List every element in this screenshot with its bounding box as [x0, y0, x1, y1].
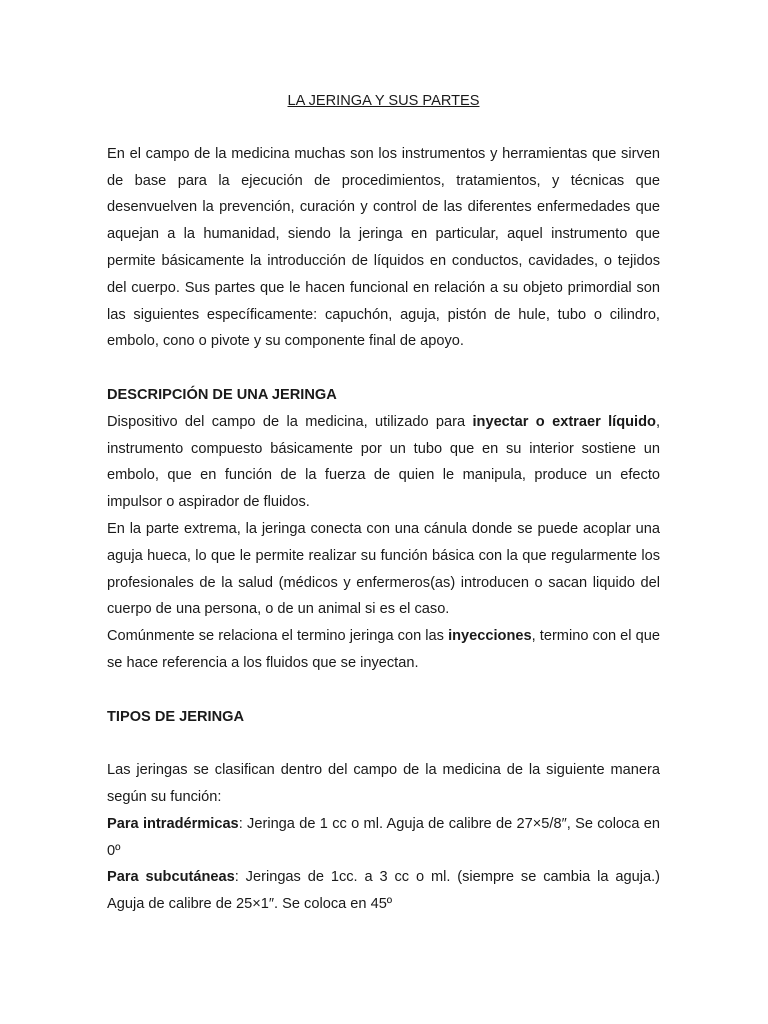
description-paragraph-3: [107, 623, 660, 677]
spacer: [107, 355, 660, 382]
type-item-subcutaneas: [107, 864, 660, 918]
type-item-intradermicas: [107, 811, 660, 865]
spacer: [107, 677, 660, 704]
section-heading-description: DESCRIPCIÓN DE UNA JERINGA: [107, 386, 337, 403]
description-paragraph-1: [107, 409, 660, 516]
section-heading-types: TIPOS DE JERINGA: [107, 708, 245, 725]
type-label: Para subcutáneas: [107, 869, 235, 886]
description-paragraph-2: En la parte extrema, la jeringa conecta con una cánula donde se puede acoplar una aguja hueca, lo que le permite realizar su función básica con la que regularmente los profesionales de la salud (médicos y enfermeros(as) introducen o sacan liquido del cuerpo de una persona, o de un animal si es el caso.: [107, 520, 660, 618]
text-run: Dispositivo del campo de la medicina, utilizado para: [107, 413, 473, 430]
bold-text-run: inyectar o extraer líquido: [472, 413, 656, 430]
text-run: Comúnmente se relaciona el termino jeringa con las: [107, 628, 449, 645]
type-label: Para intradérmicas: [107, 815, 239, 832]
text-run: , termino con el que se hace referencia a los fluidos que se inyectan.: [107, 628, 660, 671]
intro-paragraph: En el campo de la medicina muchas son los instrumentos y herramientas que sirven de base para la ejecución de procedimientos, tratamientos, y técnicas que desenvuelven la prevención, curación y control de las diferentes enfermedades que aquejan a la humanidad, siendo la jeringa en particular, aquel instrumento que permite básicamente la introducción de líquidos en conductos, cavidades, o tejidos del cuerpo. Sus partes que le hacen funcional en relación a su objeto primordial son las siguientes específicamente: capuchón, aguja, pistón de hule, tubo o cilindro, embolo, cono o pivote y su componente final de apoyo.: [107, 145, 660, 350]
document-page: [107, 88, 660, 918]
types-intro-paragraph: Las jeringas se clasifican dentro del campo de la medicina de la siguiente manera según su función:: [107, 762, 660, 805]
type-text: : Jeringa de 1 cc o ml. Aguja de calibre de 27×5/8″, Se coloca en 0º: [107, 815, 661, 859]
spacer: [107, 730, 660, 757]
bold-text-run: inyecciones: [448, 628, 532, 645]
type-text: : Jeringas de 1cc. a 3 cc o ml. (siempre se cambia la aguja.) Aguja de calibre de 25×1″. Se coloca en 45º: [107, 869, 660, 913]
text-run: , instrumento compuesto básicamente por un tubo que en su interior sostiene un embolo, que en función de la fuerza de quien le manipula, produce un efecto impulsor o aspirador de fluidos.: [107, 413, 661, 511]
document-title: LA JERINGA Y SUS PARTES: [287, 93, 480, 109]
